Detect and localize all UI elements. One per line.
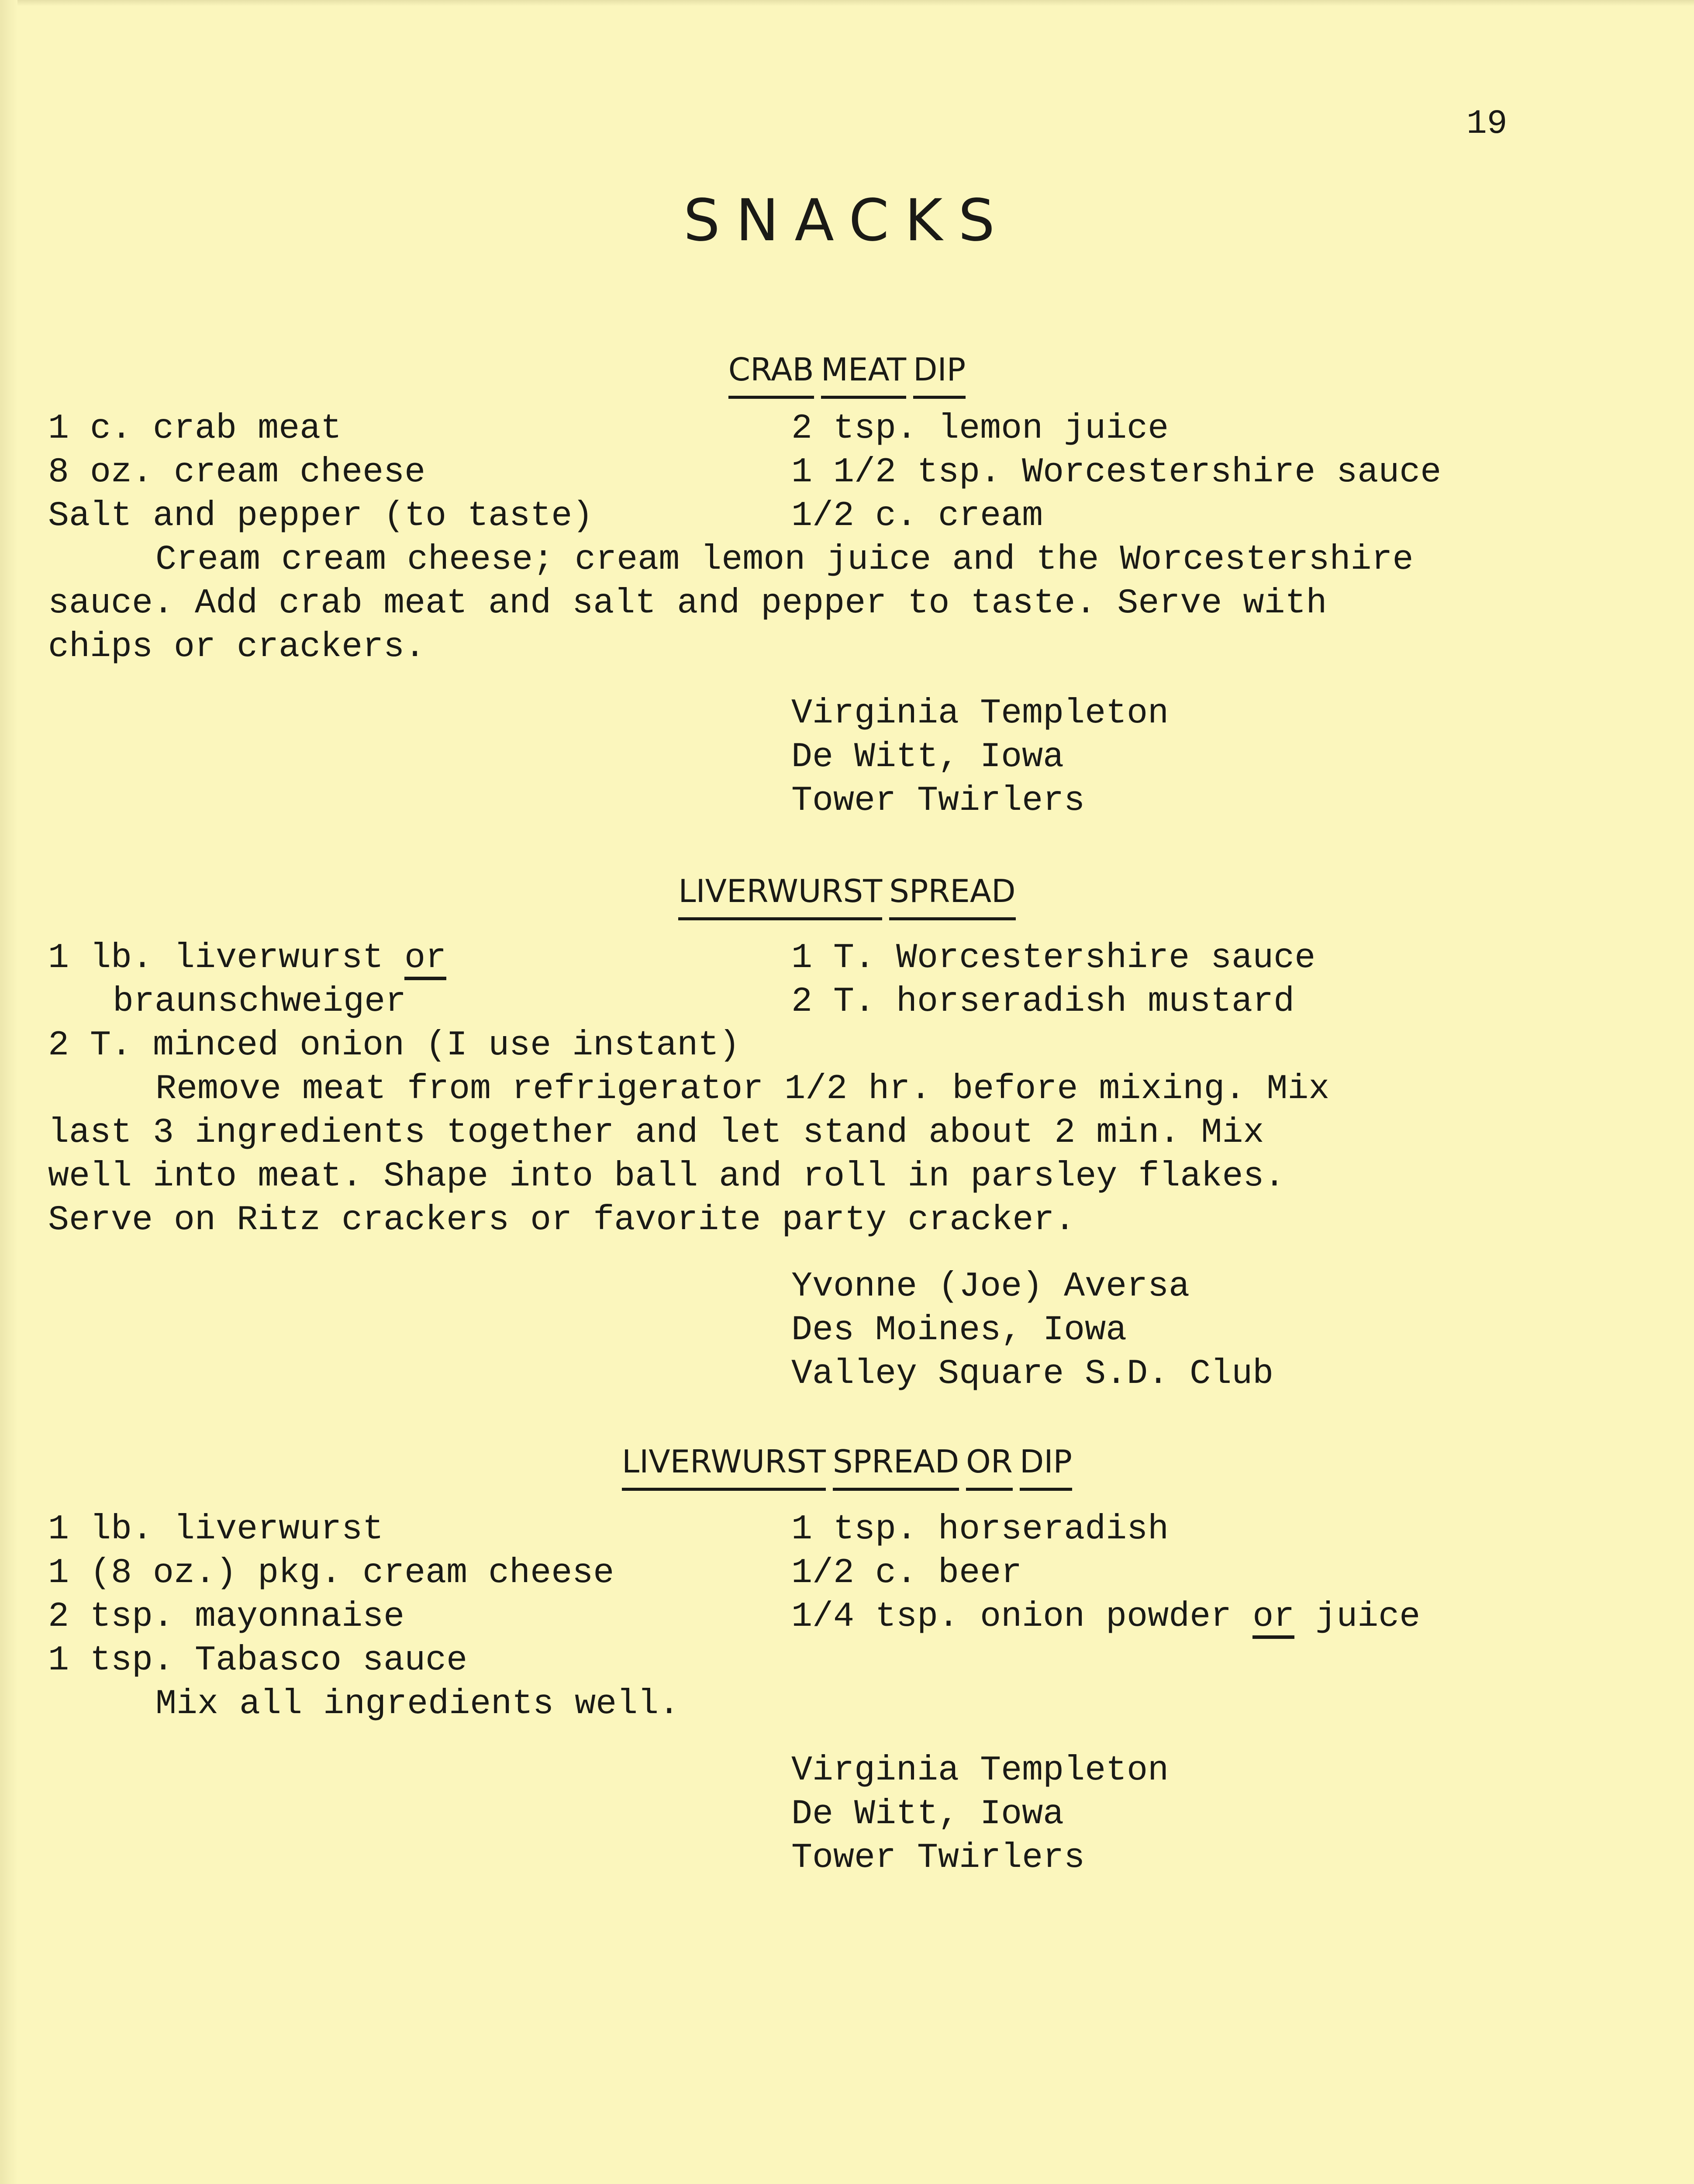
recipe-title-word: LIVERWURST — [622, 1440, 826, 1491]
ingredient: 1 lb. liverwurst — [48, 1510, 384, 1549]
ingredient: Salt and pepper (to taste) — [48, 496, 593, 536]
ingredient-text: 1/4 tsp. onion powder — [791, 1597, 1232, 1637]
ingredient — [48, 936, 446, 980]
ingredient: 1/2 c. cream — [791, 496, 1043, 536]
ingredient-text: 1 lb. liverwurst — [48, 938, 384, 978]
recipe-title-word: CRAB — [728, 348, 814, 399]
ingredient: 2 tsp. mayonnaise — [48, 1597, 405, 1637]
ingredient: 1/2 c. beer — [791, 1553, 1022, 1593]
recipe-title-word: SPREAD — [833, 1440, 959, 1491]
recipe-title-word: MEAT — [821, 348, 906, 399]
ingredient: 8 oz. cream cheese — [48, 453, 426, 492]
underlined-or: or — [404, 940, 446, 980]
directions-line: Remove meat from refrigerator 1/2 hr. before mixing. Mix — [155, 1069, 1330, 1109]
recipe-title-word: DIP — [1020, 1440, 1072, 1491]
recipe-title-liverwurst-spread-or-dip — [0, 1440, 1694, 1491]
directions-line: well into meat. Shape into ball and roll in parsley flakes. — [48, 1157, 1285, 1196]
credit-club: Valley Square S.D. Club — [791, 1354, 1274, 1394]
section-title: SNACKS — [683, 187, 1011, 254]
directions-line: last 3 ingredients together and let stand about 2 min. Mix — [48, 1113, 1264, 1153]
credit-name: Virginia Templeton — [791, 694, 1169, 733]
credit-location: De Witt, Iowa — [791, 1794, 1064, 1834]
ingredient-text: juice — [1315, 1597, 1421, 1637]
ingredient: 2 T. minced onion (I use instant) — [48, 1026, 740, 1065]
recipe-title-crab-meat-dip — [0, 348, 1694, 399]
ingredient: 1 1/2 tsp. Worcestershire sauce — [791, 453, 1442, 492]
directions-line: sauce. Add crab meat and salt and pepper to taste. Serve with — [48, 584, 1327, 623]
recipe-title-liverwurst-spread — [0, 869, 1694, 920]
credit-club: Tower Twirlers — [791, 1838, 1085, 1878]
ingredient — [791, 1595, 1420, 1639]
recipe-title-word: LIVERWURST — [678, 869, 882, 920]
ingredient: 1 tsp. horseradish — [791, 1510, 1169, 1549]
credit-location: Des Moines, Iowa — [791, 1310, 1127, 1350]
ingredient: 1 c. crab meat — [48, 409, 342, 449]
ingredient: 1 tsp. Tabasco sauce — [48, 1641, 468, 1680]
recipe-title-word: SPREAD — [889, 869, 1015, 920]
page-edge-left — [0, 0, 17, 2184]
directions-line: Serve on Ritz crackers or favorite party cracker. — [48, 1200, 1076, 1240]
recipe-title-word: DIP — [913, 348, 966, 399]
recipe-title-word: OR — [966, 1440, 1013, 1491]
directions-line: Mix all ingredients well. — [155, 1684, 680, 1724]
page-number: 19 — [1466, 105, 1508, 143]
credit-club: Tower Twirlers — [791, 781, 1085, 821]
directions-line: chips or crackers. — [48, 627, 426, 667]
underlined-or: or — [1252, 1599, 1294, 1639]
credit-name: Yvonne (Joe) Aversa — [791, 1267, 1190, 1306]
ingredient: 1 T. Worcestershire sauce — [791, 938, 1316, 978]
directions-line: Cream cream cheese; cream lemon juice and the Worcestershire — [155, 540, 1414, 580]
ingredient: 1 (8 oz.) pkg. cream cheese — [48, 1553, 614, 1593]
credit-name: Virginia Templeton — [791, 1751, 1169, 1790]
ingredient-continued: braunschweiger — [113, 982, 407, 1022]
ingredient: 2 T. horseradish mustard — [791, 982, 1295, 1022]
ingredient: 2 tsp. lemon juice — [791, 409, 1169, 449]
page-edge-top — [0, 0, 1694, 6]
credit-location: De Witt, Iowa — [791, 737, 1064, 777]
